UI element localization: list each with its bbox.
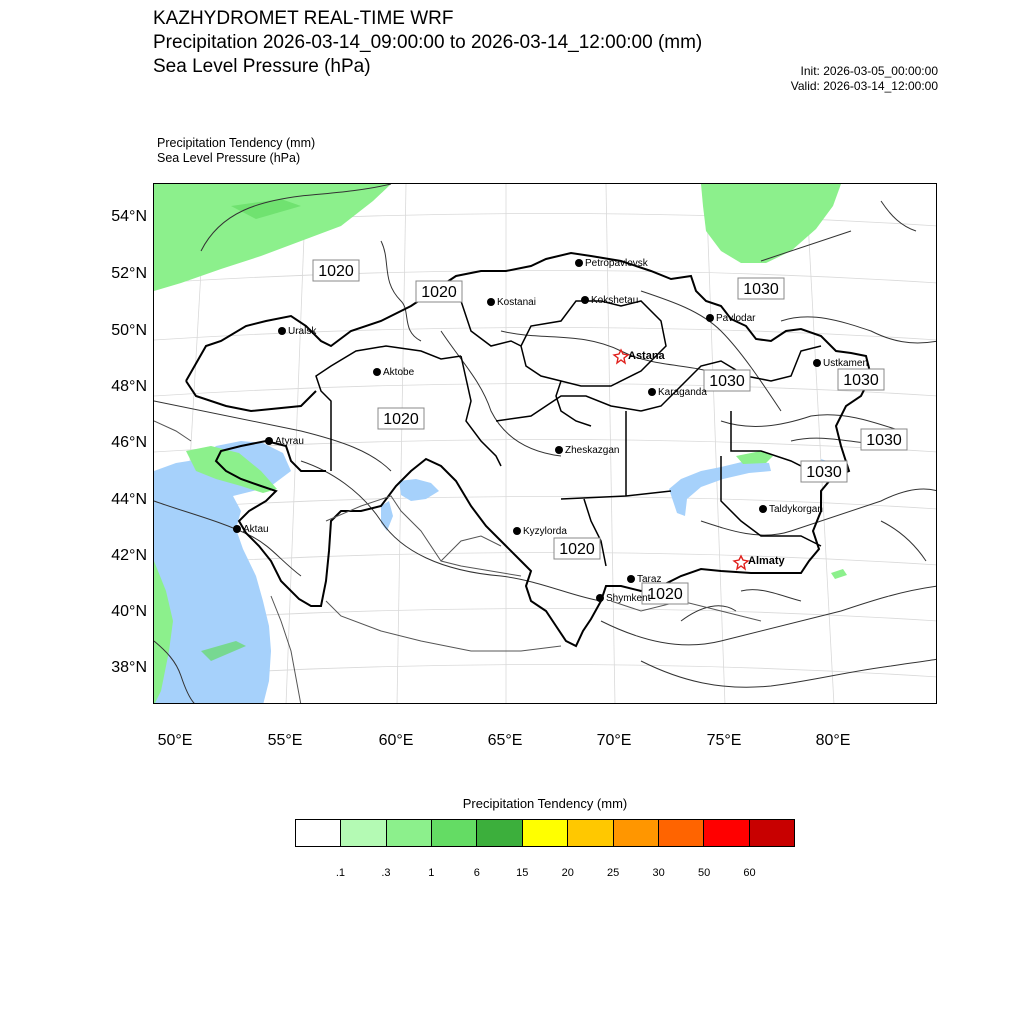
city-marker[interactable] [575, 258, 649, 269]
legend-swatch [341, 820, 386, 846]
svg-text:1020: 1020 [318, 263, 354, 280]
aral-sea-west [381, 501, 393, 531]
legend-tick-label: .3 [381, 867, 391, 879]
map-subtitle-precip: Precipitation 2026-03-14_09:00:00 to 2026-03-14_12:00:00 (mm) [153, 32, 703, 53]
city-marker-capital[interactable] [734, 555, 786, 569]
legend-tick-label: 6 [473, 867, 480, 879]
legend-tick-label: 15 [516, 867, 529, 879]
svg-text:Atyrau: Atyrau [275, 436, 304, 447]
isobar-label [801, 461, 847, 482]
svg-text:Petropavlovsk: Petropavlovsk [585, 258, 648, 269]
lon-label: 60°E [378, 732, 414, 749]
city-marker[interactable] [373, 367, 415, 378]
svg-text:1020: 1020 [421, 284, 457, 301]
lon-label: 50°E [157, 732, 193, 749]
svg-text:Aktau: Aktau [243, 524, 269, 535]
isobar-label [704, 370, 750, 391]
field-label-precip: Precipitation Tendency (mm) [157, 136, 316, 150]
legend-swatch [523, 820, 568, 846]
lon-label: 65°E [487, 732, 523, 749]
legend-tick-label: 20 [561, 867, 574, 879]
svg-text:1030: 1030 [743, 281, 779, 298]
precip-small-1 [831, 569, 847, 579]
valid-time: Valid: 2026-03-14_12:00:00 [790, 79, 938, 93]
lat-label: 48°N [111, 378, 147, 395]
svg-text:1030: 1030 [843, 372, 879, 389]
svg-text:Pavlodar: Pavlodar [716, 313, 756, 324]
svg-text:1030: 1030 [866, 432, 902, 449]
isobar-label [313, 260, 359, 281]
lon-label: 75°E [706, 732, 742, 749]
legend-tick-label: 50 [697, 867, 711, 879]
city-marker[interactable] [759, 504, 823, 515]
field-label-slp: Sea Level Pressure (hPa) [157, 151, 301, 165]
isobar-label [416, 281, 462, 302]
city-marker[interactable] [706, 313, 756, 324]
legend-tick-label: .1 [335, 867, 346, 879]
legend-tick-label: 1 [428, 867, 435, 879]
svg-text:Kokshetau: Kokshetau [591, 295, 639, 306]
map-title: KAZHYDROMET REAL-TIME WRF [153, 8, 454, 29]
svg-text:1020: 1020 [647, 586, 683, 603]
legend-swatch [704, 820, 749, 846]
legend-swatch [614, 820, 659, 846]
svg-text:1020: 1020 [559, 541, 595, 558]
svg-text:Kyzylorda: Kyzylorda [523, 526, 567, 537]
svg-text:Zheskazgan: Zheskazgan [565, 445, 620, 456]
city-marker[interactable] [596, 593, 651, 604]
country-boundary [186, 253, 871, 646]
isobar-label [378, 408, 424, 429]
lon-label: 80°E [815, 732, 851, 749]
legend-swatch [477, 820, 522, 846]
lat-label: 38°N [111, 659, 147, 676]
lake-balkhash [669, 461, 771, 516]
svg-text:Astana: Astana [628, 350, 665, 362]
svg-text:Shymkent: Shymkent [606, 593, 651, 604]
city-marker[interactable] [278, 326, 317, 337]
city-marker[interactable] [513, 526, 567, 537]
svg-text:1020: 1020 [383, 411, 419, 428]
color-legend [295, 819, 795, 847]
legend-swatch [296, 820, 341, 846]
lat-label: 42°N [111, 547, 147, 564]
svg-text:Taraz: Taraz [637, 574, 662, 585]
isobar-label [861, 429, 907, 450]
lat-label: 46°N [111, 434, 147, 451]
city-marker[interactable] [813, 358, 868, 369]
lon-label: 55°E [267, 732, 303, 749]
legend-swatch [750, 820, 794, 846]
lat-label: 50°N [111, 322, 147, 339]
city-marker-capital[interactable] [614, 350, 666, 363]
lat-label: 40°N [111, 603, 147, 620]
city-marker[interactable] [648, 387, 707, 398]
map-subtitle-slp: Sea Level Pressure (hPa) [153, 56, 371, 77]
init-time: Init: 2026-03-05_00:00:00 [800, 64, 938, 78]
isobar-label [838, 369, 884, 390]
svg-text:Karaganda: Karaganda [658, 387, 707, 398]
legend-tick-label: 25 [607, 867, 620, 879]
legend-swatch [387, 820, 432, 846]
svg-text:Almaty: Almaty [748, 555, 785, 567]
lat-label: 44°N [111, 491, 147, 508]
map-panel [153, 183, 937, 704]
svg-text:Kostanai: Kostanai [497, 297, 536, 308]
svg-text:Aktobe: Aktobe [383, 367, 415, 378]
svg-text:1030: 1030 [709, 373, 745, 390]
svg-text:Uralsk: Uralsk [288, 326, 317, 337]
isobar-label [554, 538, 600, 559]
map-canvas [154, 184, 937, 704]
city-marker[interactable] [627, 574, 661, 585]
legend-tick-label: 30 [652, 867, 665, 879]
legend-title: Precipitation Tendency (mm) [462, 796, 628, 811]
isobar-label [738, 278, 784, 299]
svg-text:1030: 1030 [806, 464, 842, 481]
svg-text:Ustkamen: Ustkamen [823, 358, 869, 369]
legend-swatch [432, 820, 477, 846]
svg-text:Taldykorgan: Taldykorgan [769, 504, 823, 515]
legend-swatch [659, 820, 704, 846]
city-marker[interactable] [487, 297, 536, 308]
legend-swatch [568, 820, 613, 846]
lat-label: 54°N [111, 208, 147, 225]
city-marker[interactable] [555, 445, 619, 456]
city-marker[interactable] [233, 524, 269, 535]
lon-label: 70°E [596, 732, 632, 749]
legend-tick-label: 60 [743, 867, 756, 879]
lat-label: 52°N [111, 265, 147, 282]
precip-northeast [701, 184, 841, 263]
